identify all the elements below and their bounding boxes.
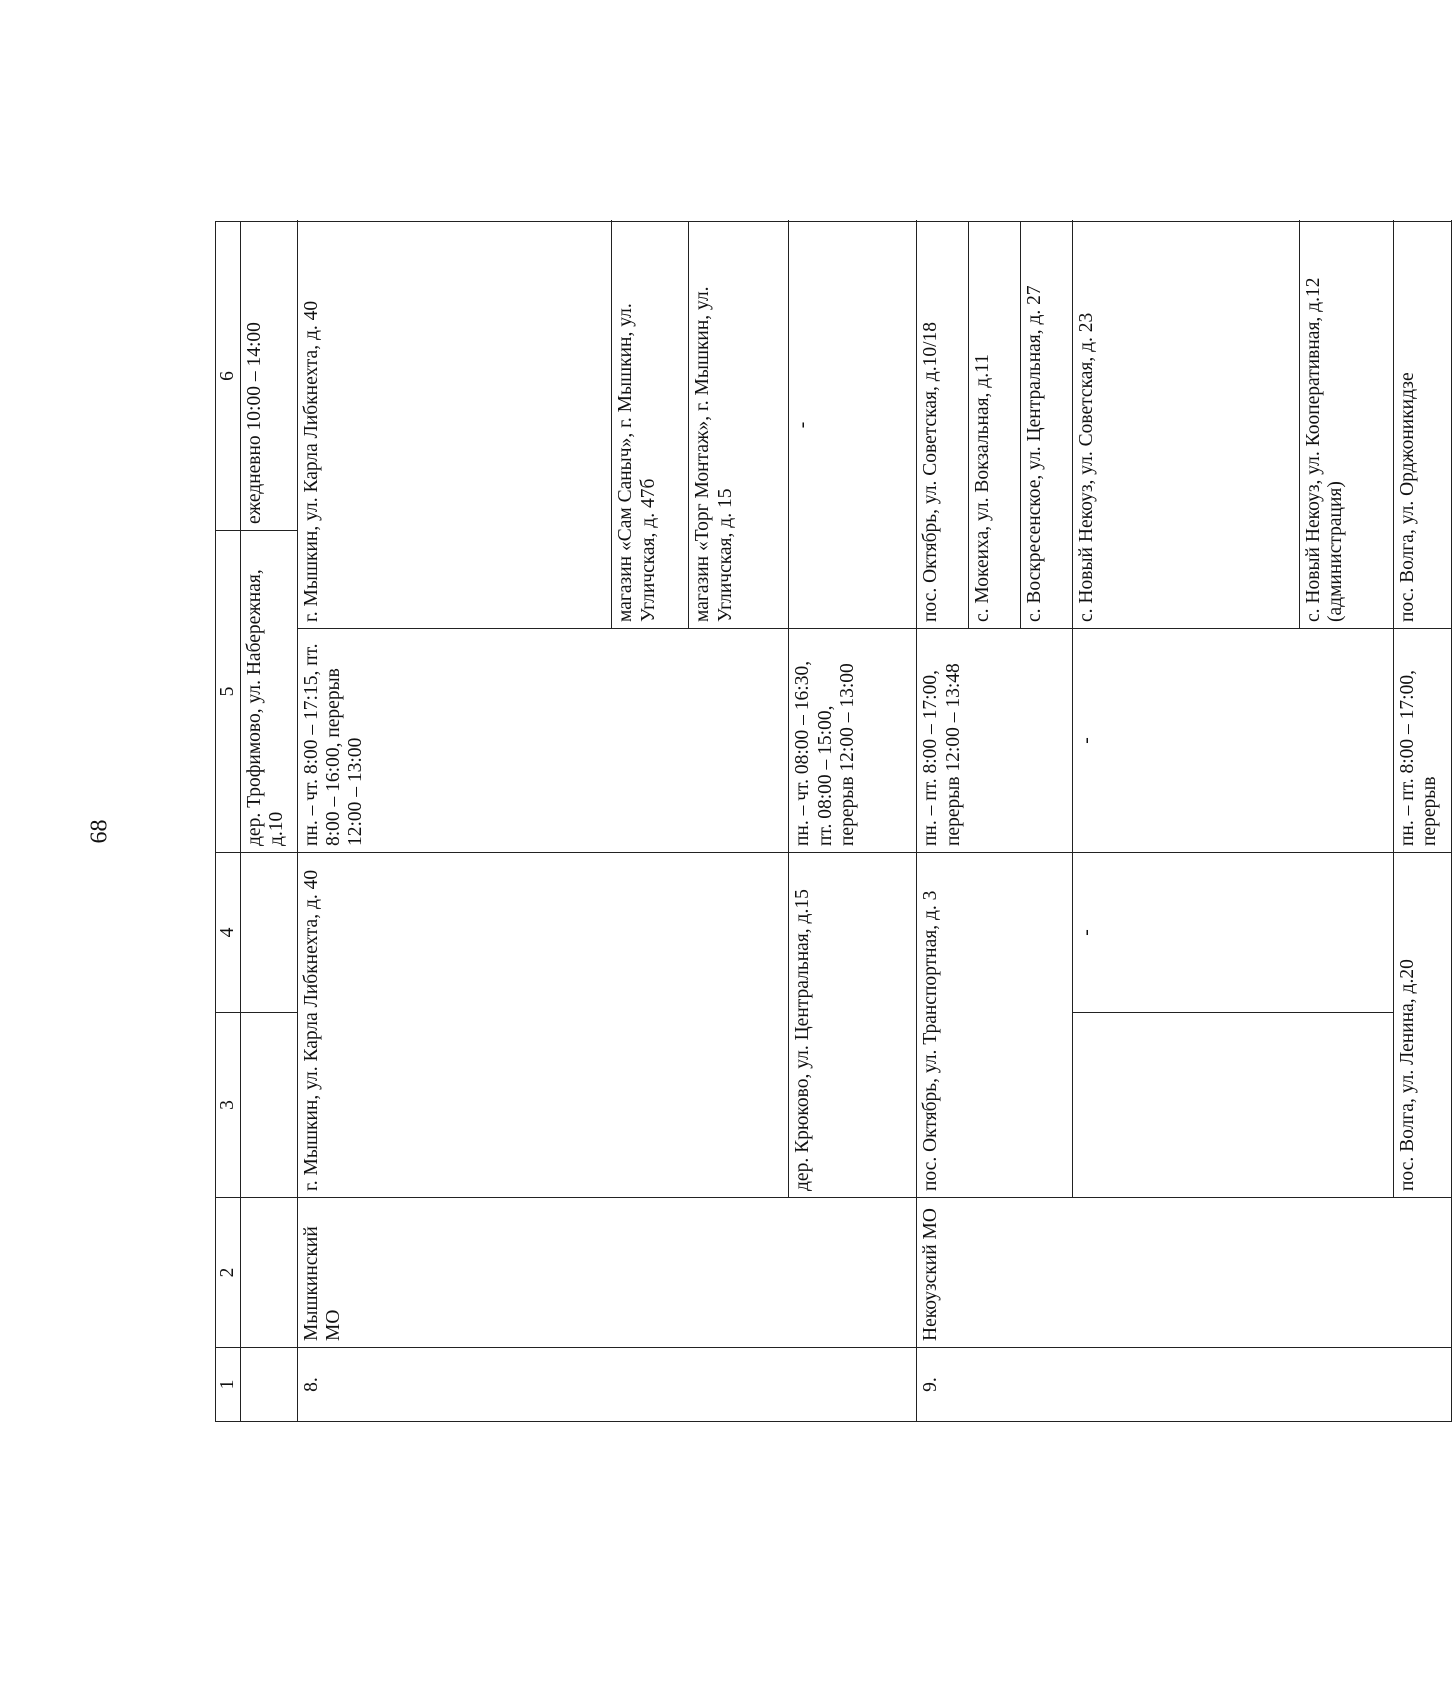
address-cell: с. Новый Некоуз, ул. Кооперативная, д.12 (администрация): [1299, 222, 1393, 629]
address-cell: магазин «Сам Саныч», г. Мышкин, ул. Угличская, д. 47б: [612, 222, 689, 629]
address-cell: пос. Волга, ул. Орджоникидзе: [1393, 222, 1451, 629]
header-col-3: 3: [216, 1013, 241, 1198]
header-col-2: 2: [216, 1198, 241, 1348]
address-cell: -: [789, 222, 917, 629]
address-cell: г. Мышкин, ул. Карла Либкнехта, д. 40: [298, 853, 789, 1198]
header-col-4: 4: [216, 853, 241, 1013]
address-cell: с. Мокеиха, ул. Вокзальная, д.11: [969, 222, 1021, 629]
header-col-1: 1: [216, 1348, 241, 1422]
table-row: [298, 222, 612, 1422]
hours-cell: пн. – чт. 08:00 – 16:30, пт. 08:00 – 15:00, перерыв 12:00 – 13:00: [789, 629, 917, 853]
header-row: [216, 222, 241, 1422]
mo-name: Некоузский МО: [917, 1198, 1451, 1348]
hours-cell: ежедневно 10:00 – 14:00: [241, 222, 298, 531]
address-cell: -: [1073, 853, 1393, 1013]
table-row: [917, 222, 969, 1422]
hours-cell: -: [1073, 629, 1393, 853]
address-cell: с. Воскресенское, ул. Центральная, д. 27: [1021, 222, 1073, 629]
table-row: [241, 222, 298, 1422]
header-col-5: 5: [216, 531, 241, 853]
address-cell: дер. Крюково, ул. Центральная, д.15: [789, 853, 917, 1198]
rotated-table-container: [215, 222, 1440, 1422]
row-number: 8.: [298, 1348, 917, 1422]
address-cell: дер. Трофимово, ул. Набережная, д.10: [241, 531, 298, 853]
address-cell: с. Новый Некоуз, ул. Советская, д. 23: [1073, 222, 1299, 629]
hours-cell: пн. – пт. 8:00 – 17:00, перерыв: [1393, 629, 1451, 853]
hours-cell: пн. – пт. 8:00 – 17:00, перерыв 12:00 – 13:48: [917, 629, 1073, 853]
address-cell: пос. Волга, ул. Ленина, д.20: [1393, 853, 1451, 1198]
address-cell: магазин «Торг Монтаж», г. Мышкин, ул. Угличская, д. 15: [689, 222, 789, 629]
hours-cell: пн. – чт. 8:00 – 17:15, пт. 8:00 – 16:00, перерыв 12:00 – 13:00: [298, 629, 789, 853]
address-cell: г. Мышкин, ул. Карла Либкнехта, д. 40: [298, 222, 612, 629]
row-number: 9.: [917, 1348, 1451, 1422]
mo-name: Мышкинский МО: [298, 1198, 917, 1348]
header-col-6: 6: [216, 222, 241, 531]
page-number: 68: [86, 819, 113, 844]
schedule-table: [215, 221, 1452, 1422]
address-cell: пос. Октябрь, ул. Транспортная, д. 3: [917, 853, 1073, 1198]
address-cell: пос. Октябрь, ул. Советская, д.10/18: [917, 222, 969, 629]
